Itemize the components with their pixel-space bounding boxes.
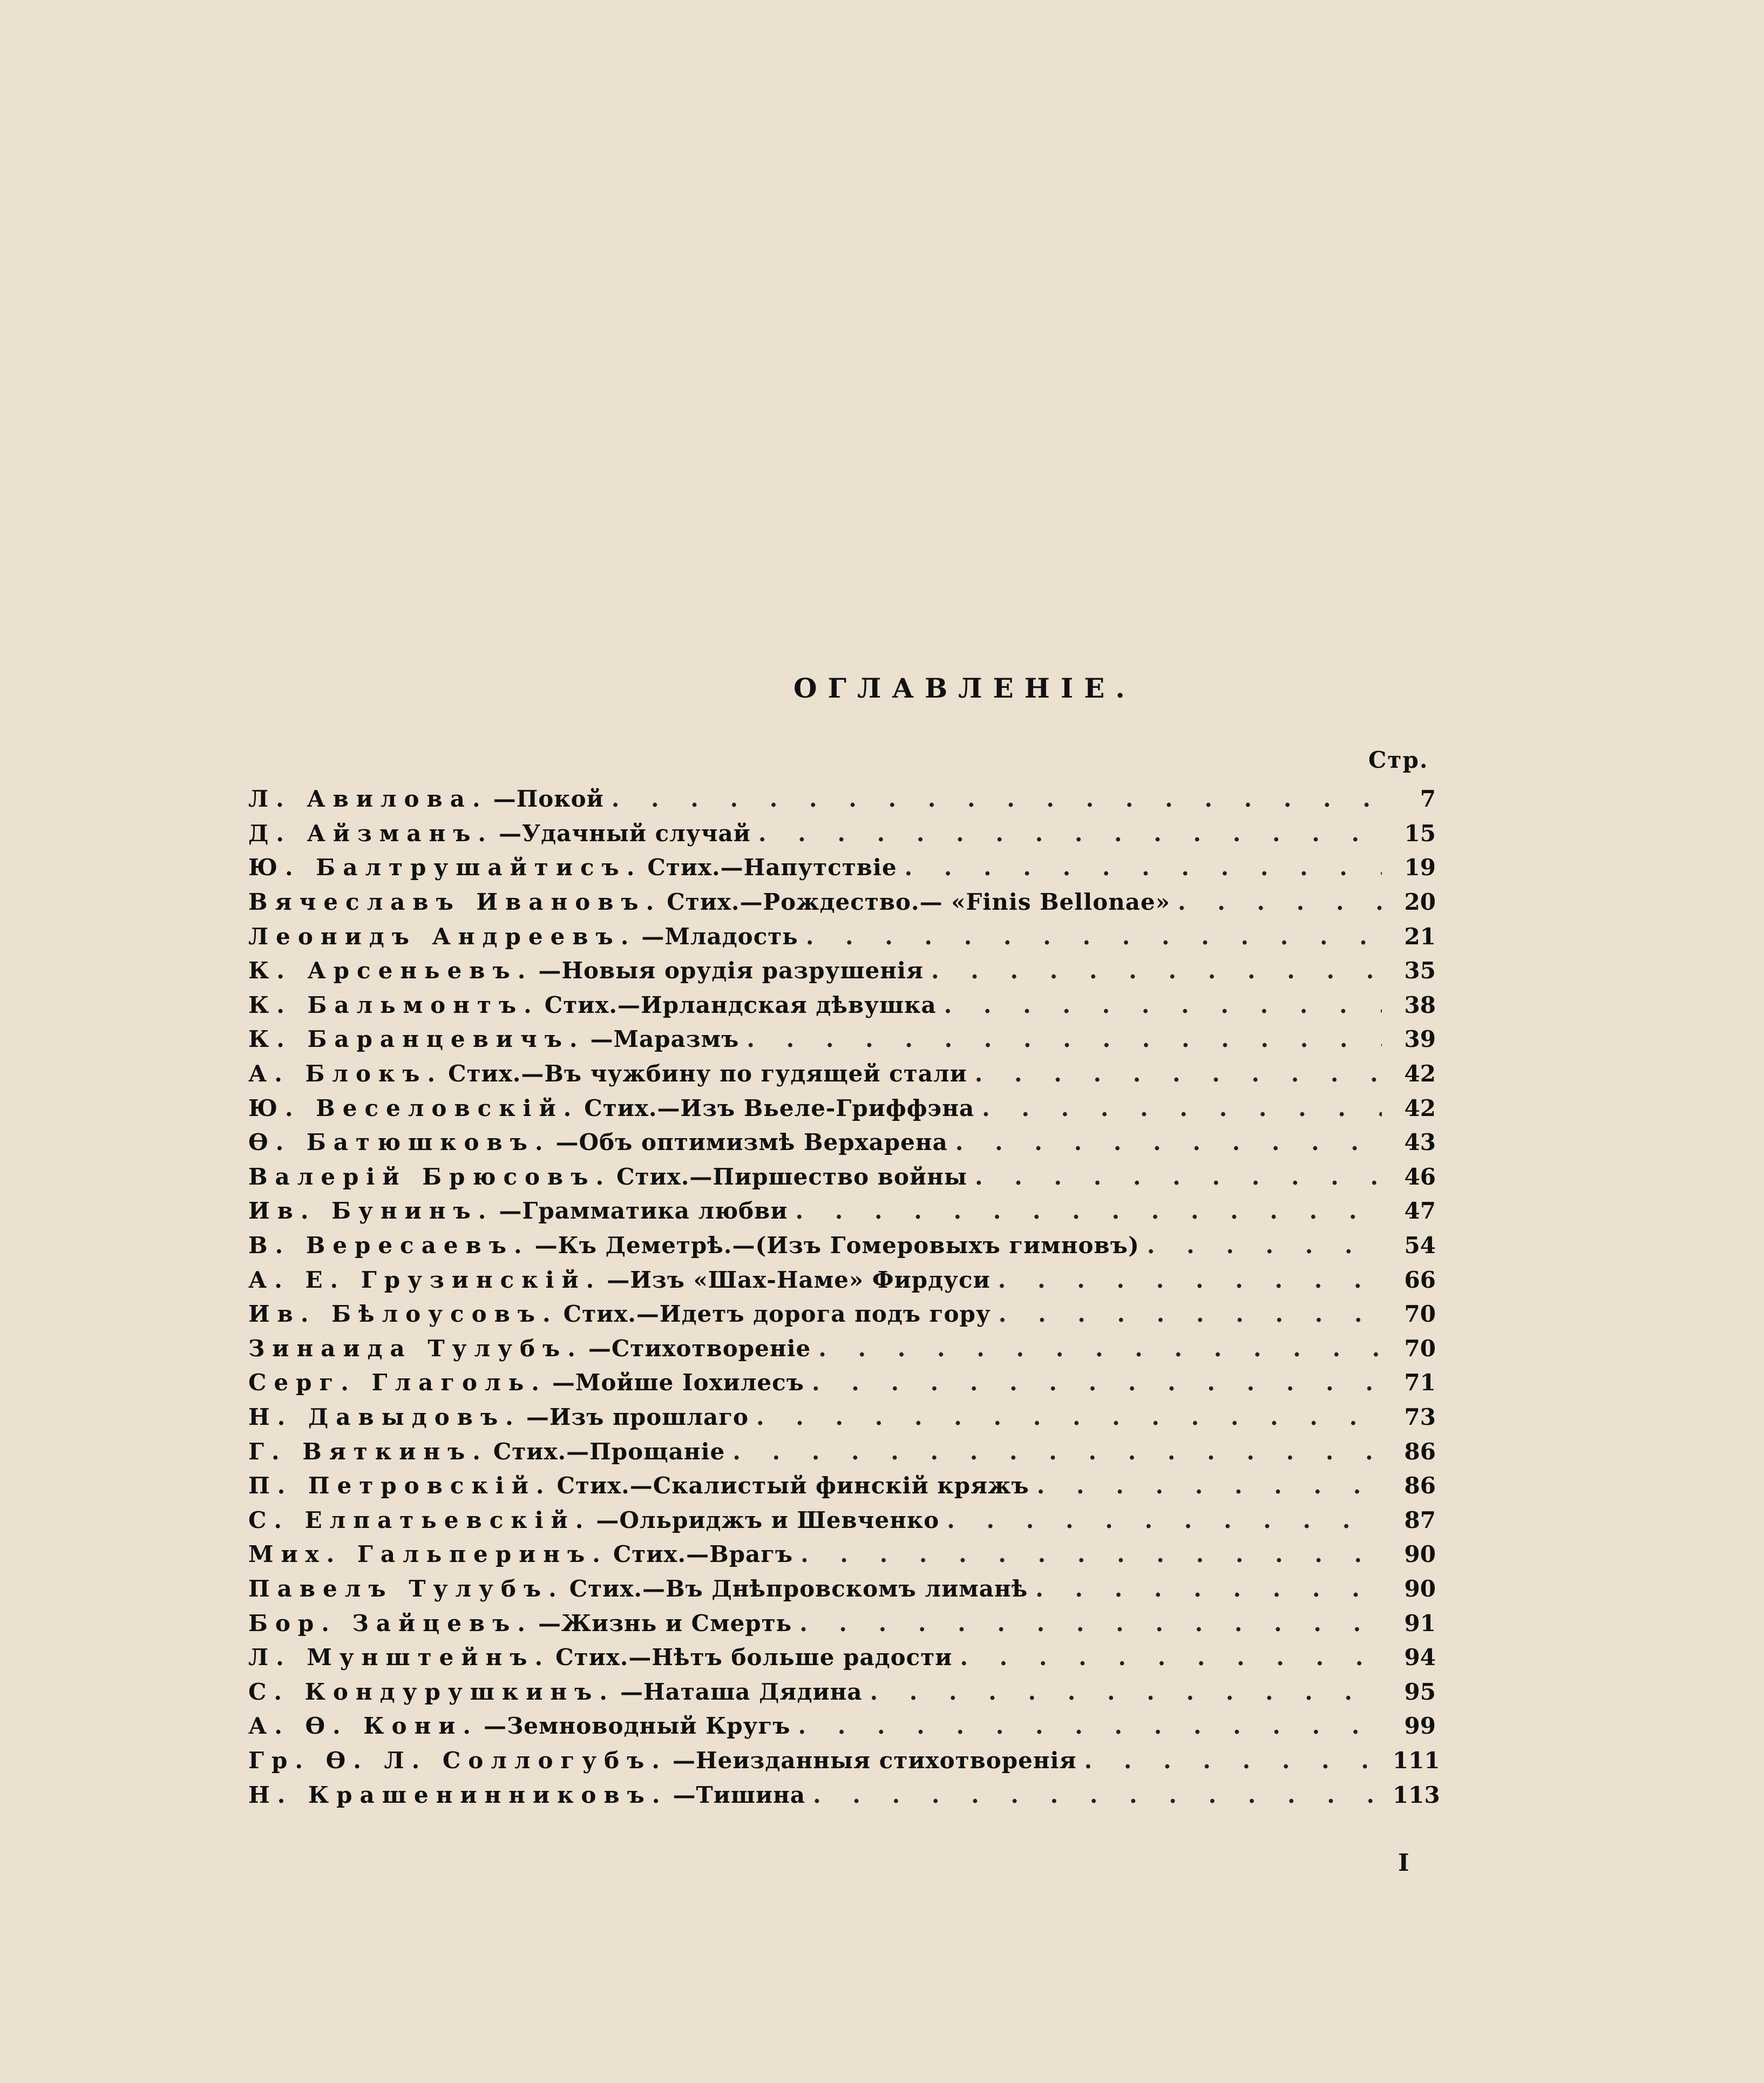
toc-work-title: Стих.—Въ чужбину по гудящей стали <box>448 1060 967 1087</box>
toc-author: К. Баранцевичъ. <box>248 1026 585 1053</box>
toc-work-title: —Удачный случай <box>499 820 751 847</box>
toc-page-number: 19 <box>1404 854 1436 881</box>
toc-entry <box>248 1572 1436 1606</box>
toc-author: С. Елпатьевскій. <box>248 1506 591 1533</box>
toc-page-number: 87 <box>1404 1506 1436 1533</box>
toc-work-title: Стих.—Нѣтъ больше радости <box>555 1644 953 1671</box>
toc-author: Ив. Бунинъ. <box>248 1198 494 1225</box>
toc-leader-dots <box>1147 1232 1382 1259</box>
toc-page-number: 43 <box>1404 1129 1436 1156</box>
toc-author: Л. Мунштейнъ. <box>248 1644 551 1671</box>
toc-entry <box>248 1057 1436 1091</box>
toc-work-title: Стих.—Рождество.— «Finis Bellonae» <box>667 889 1170 916</box>
toc-page-number: 66 <box>1404 1266 1436 1293</box>
toc-author: Серг. Глаголь. <box>248 1369 547 1396</box>
toc-work-title: —Покой <box>493 786 604 813</box>
toc-entry <box>248 1674 1436 1709</box>
toc-leader-dots <box>799 1610 1382 1636</box>
toc-page-number: 7 <box>1420 786 1436 813</box>
toc-leader-dots <box>1035 1575 1382 1602</box>
toc-entry <box>248 1434 1436 1469</box>
toc-page-number: 70 <box>1404 1301 1436 1328</box>
toc-author: Ю. Веселовскій. <box>248 1094 579 1121</box>
toc-entry <box>248 1537 1436 1572</box>
toc-entry <box>248 1125 1436 1160</box>
toc-author: Г. Вяткинъ. <box>248 1438 488 1465</box>
toc-author: Мих. Гальперинъ. <box>248 1541 608 1568</box>
toc-author: Ѳ. Батюшковъ. <box>248 1129 551 1156</box>
toc-work-title: —Стихотвореніе <box>588 1335 811 1362</box>
toc-leader-dots <box>732 1438 1382 1465</box>
toc-author: Н. Давыдовъ. <box>248 1403 521 1430</box>
toc-author: К. Бальмонтъ. <box>248 991 539 1018</box>
toc-leader-dots <box>747 1026 1382 1052</box>
toc-leader-dots <box>796 1198 1382 1224</box>
toc-work-title: Стих.—Напутствіе <box>647 854 897 881</box>
toc-work-title: —Жизнь и Смерть <box>538 1609 792 1636</box>
page-folio: I <box>1398 1849 1409 1877</box>
toc-page-number: 90 <box>1404 1575 1436 1602</box>
toc-author: А. Е. Грузинскій. <box>248 1266 602 1293</box>
toc-entry <box>248 1194 1436 1228</box>
toc-page-number: 54 <box>1404 1232 1436 1259</box>
toc-leader-dots <box>1178 889 1382 915</box>
toc-leader-dots <box>806 923 1382 950</box>
toc-author: А. Ѳ. Кони. <box>248 1713 479 1740</box>
toc-leader-dots <box>998 1267 1382 1293</box>
table-of-contents <box>248 782 1440 1812</box>
toc-entry <box>248 1777 1440 1812</box>
toc-page-number: 111 <box>1393 1747 1440 1774</box>
toc-leader-dots <box>870 1679 1382 1705</box>
toc-leader-dots <box>756 1404 1382 1430</box>
toc-entry <box>248 1365 1436 1400</box>
toc-page-number: 21 <box>1404 923 1436 950</box>
toc-work-title: Стих.—Прощаніе <box>493 1438 725 1465</box>
toc-author: Ю. Балтрушайтисъ. <box>248 854 642 881</box>
toc-page-number: 90 <box>1404 1541 1436 1568</box>
toc-work-title: Стих.—Ирландская дѣвушка <box>544 991 937 1018</box>
toc-author: В. Вересаевъ. <box>248 1232 530 1259</box>
toc-page-number: 113 <box>1393 1781 1440 1808</box>
toc-work-title: Стих.—Пиршество войны <box>616 1163 967 1190</box>
toc-leader-dots <box>955 1129 1382 1155</box>
toc-leader-dots <box>1084 1747 1382 1774</box>
toc-author: Вячеславъ Ивановъ. <box>248 889 662 916</box>
toc-leader-dots <box>982 1095 1382 1121</box>
toc-leader-dots <box>818 1335 1382 1362</box>
toc-leader-dots <box>999 1301 1382 1327</box>
toc-author: Ив. Бѣлоусовъ. <box>248 1301 558 1328</box>
toc-page-number: 20 <box>1404 889 1436 916</box>
toc-page-number: 39 <box>1404 1026 1436 1053</box>
toc-page-number: 73 <box>1404 1403 1436 1430</box>
toc-leader-dots <box>947 1507 1382 1533</box>
toc-entry <box>248 919 1436 953</box>
toc-leader-dots <box>975 1060 1382 1087</box>
toc-entry <box>248 1331 1436 1366</box>
toc-author: Зинаида Тулубъ. <box>248 1335 583 1362</box>
toc-leader-dots <box>944 992 1382 1018</box>
toc-author: Н. Крашенинниковъ. <box>248 1781 668 1808</box>
toc-leader-dots <box>800 1541 1382 1567</box>
toc-entry <box>248 885 1436 919</box>
toc-work-title: Стих.—Идетъ дорога подъ гору <box>563 1301 991 1328</box>
toc-page-number: 86 <box>1404 1438 1436 1465</box>
toc-page-number: 38 <box>1404 991 1436 1018</box>
toc-work-title: —Тишина <box>673 1781 806 1808</box>
toc-page-number: 35 <box>1404 957 1436 984</box>
toc-author: Павелъ Тулубъ. <box>248 1575 564 1602</box>
toc-entry <box>248 1297 1436 1331</box>
toc-entry <box>248 1640 1436 1675</box>
toc-work-title: —Земноводный Кругъ <box>484 1713 791 1740</box>
toc-author: С. Кондурушкинъ. <box>248 1678 615 1705</box>
toc-author: Леонидъ Андреевъ. <box>248 923 636 950</box>
toc-work-title: —Младость <box>641 923 798 950</box>
toc-leader-dots <box>975 1164 1382 1190</box>
toc-page-number: 70 <box>1404 1335 1436 1362</box>
toc-leader-dots <box>931 957 1382 984</box>
toc-page-number: 42 <box>1404 1094 1436 1121</box>
toc-entry <box>248 1400 1436 1435</box>
toc-author: Валерій Брюсовъ. <box>248 1163 612 1190</box>
toc-entry <box>248 1503 1436 1537</box>
toc-leader-dots <box>960 1644 1382 1671</box>
toc-page-number: 71 <box>1404 1369 1436 1396</box>
toc-entry <box>248 1606 1436 1640</box>
toc-work-title: —Ольриджъ и Шевченко <box>596 1506 940 1533</box>
toc-leader-dots <box>812 1369 1382 1396</box>
toc-entry <box>248 988 1436 1023</box>
toc-author: Гр. Ѳ. Л. Соллогубъ. <box>248 1747 667 1774</box>
page-title: ОГЛАВЛЕНІЕ. <box>793 672 1136 704</box>
toc-work-title: —Новыя орудія разрушенія <box>538 957 924 984</box>
toc-work-title: Стих.—Скалистый финскій кряжъ <box>557 1472 1029 1499</box>
toc-entry <box>248 850 1436 885</box>
toc-entry <box>248 1022 1436 1057</box>
toc-work-title: —Неизданныя стихотворенія <box>672 1747 1077 1774</box>
toc-entry <box>248 953 1436 988</box>
toc-work-title: —Къ Деметрѣ.—(Изъ Гомеровыхъ гимновъ) <box>534 1232 1139 1259</box>
toc-author: Д. Айзманъ. <box>248 820 494 847</box>
toc-page-number: 86 <box>1404 1472 1436 1499</box>
toc-work-title: —Маразмъ <box>590 1026 739 1053</box>
toc-author: К. Арсеньевъ. <box>248 957 533 984</box>
toc-entry <box>248 1743 1440 1778</box>
toc-author: А. Блокъ. <box>248 1060 443 1087</box>
toc-entry <box>248 1091 1436 1125</box>
toc-author: П. Петровскій. <box>248 1472 552 1499</box>
toc-leader-dots <box>612 786 1382 812</box>
toc-work-title: Стих.—Въ Днѣпровскомъ лиманѣ <box>569 1575 1028 1602</box>
toc-page-number: 15 <box>1404 820 1436 847</box>
toc-entry <box>248 782 1436 816</box>
toc-page-number: 91 <box>1404 1609 1436 1636</box>
toc-entry <box>248 1709 1436 1743</box>
toc-work-title: —Объ оптимизмѣ Верхарена <box>555 1129 948 1156</box>
toc-entry <box>248 1469 1436 1503</box>
toc-page-number: 47 <box>1404 1198 1436 1225</box>
toc-author: Бор. Зайцевъ. <box>248 1609 533 1636</box>
page-column-label: Стр. <box>1368 747 1429 773</box>
toc-work-title: —Наташа Дядина <box>620 1678 863 1705</box>
toc-page-number: 46 <box>1404 1163 1436 1190</box>
toc-work-title: —Мойше Іохилесъ <box>552 1369 804 1396</box>
toc-leader-dots <box>813 1782 1382 1808</box>
toc-page-number: 99 <box>1404 1713 1436 1740</box>
toc-page-number: 95 <box>1404 1678 1436 1705</box>
toc-work-title: Стих.—Врагъ <box>613 1541 793 1568</box>
toc-page-number: 94 <box>1404 1644 1436 1671</box>
toc-work-title: —Грамматика любви <box>499 1198 788 1225</box>
toc-work-title: —Изъ «Шах-Наме» Фирдуси <box>607 1266 990 1293</box>
toc-leader-dots <box>1037 1472 1382 1499</box>
toc-leader-dots <box>905 854 1382 881</box>
toc-work-title: Стих.—Изъ Вьеле-Гриффэна <box>584 1094 975 1121</box>
toc-entry <box>248 1160 1436 1194</box>
toc-author: Л. Авилова. <box>248 786 488 813</box>
toc-entry <box>248 816 1436 851</box>
toc-entry <box>248 1228 1436 1263</box>
toc-work-title: —Изъ прошлаго <box>526 1403 749 1430</box>
toc-leader-dots <box>798 1713 1382 1739</box>
toc-leader-dots <box>758 820 1382 847</box>
toc-page-number: 42 <box>1404 1060 1436 1087</box>
toc-entry <box>248 1262 1436 1297</box>
